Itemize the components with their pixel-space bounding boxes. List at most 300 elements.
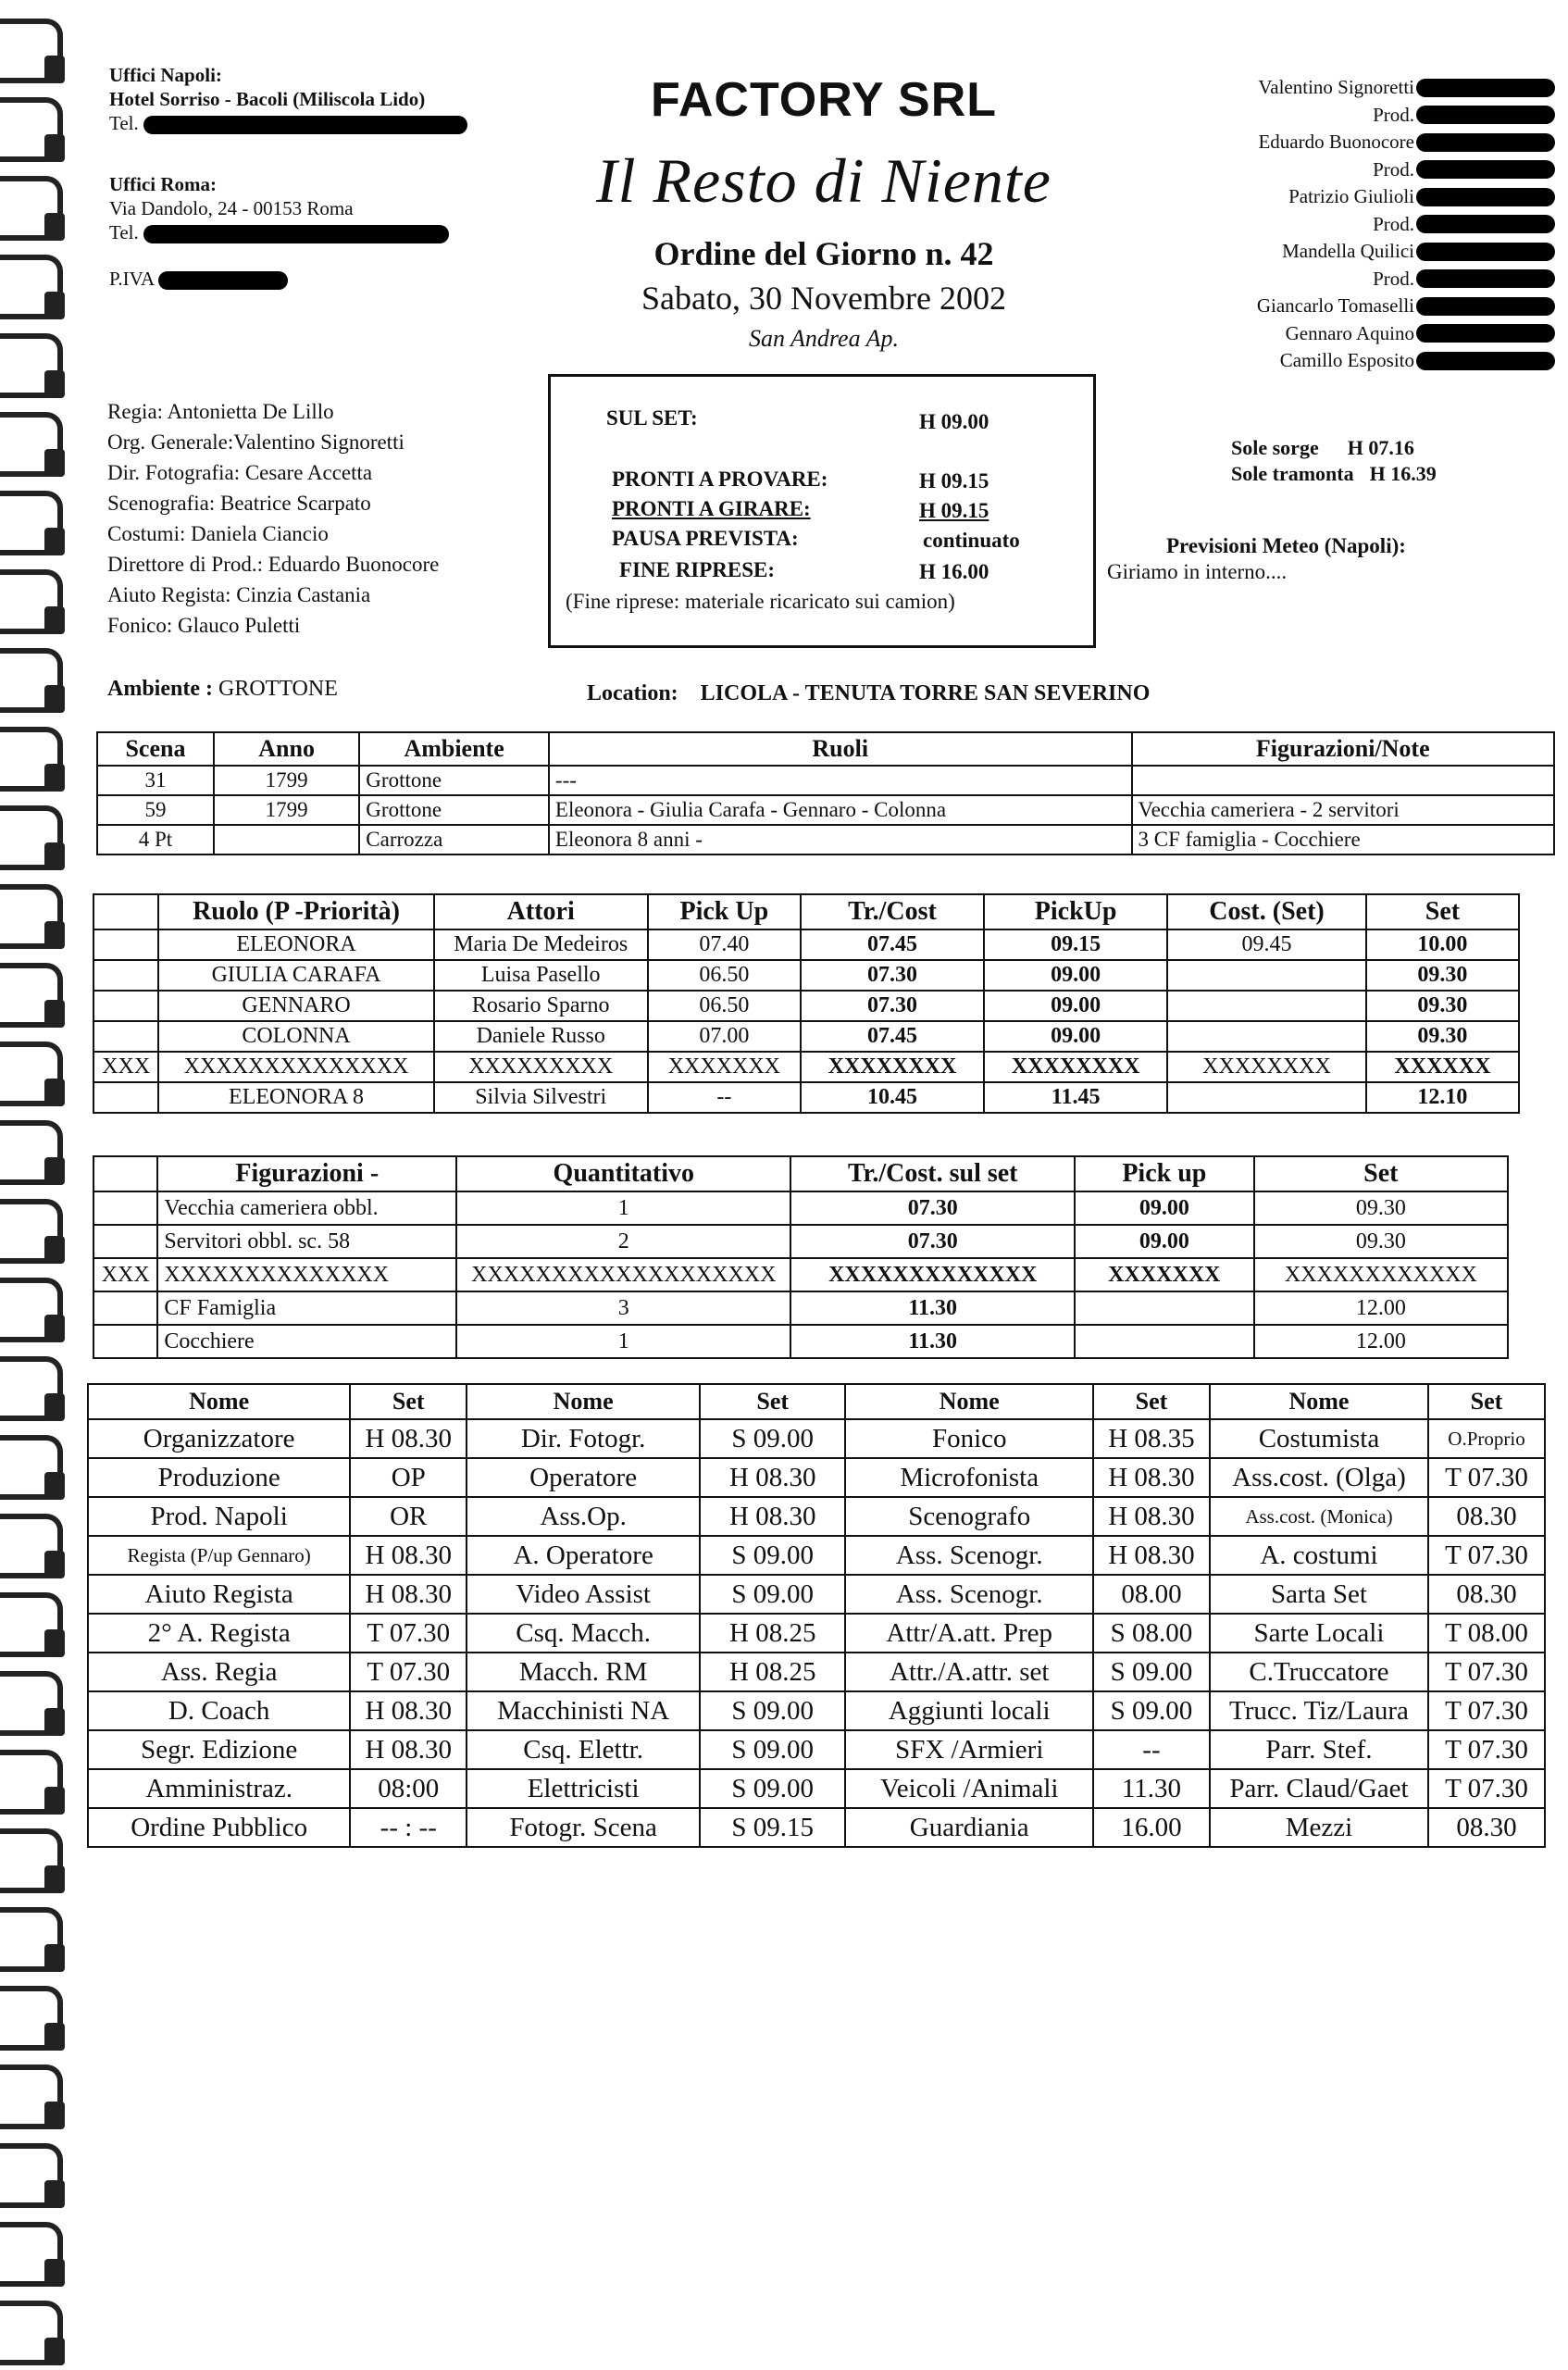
binding-peg: [44, 528, 65, 555]
contact-row: [1148, 347, 1555, 375]
scenes-cell: ---: [549, 766, 1132, 795]
cast-cell: [93, 1082, 158, 1113]
crew-cell: Parr. Claud/Gaet: [1210, 1769, 1428, 1808]
weather-text: Giriamo in interno....: [1107, 560, 1288, 583]
crew-cell: 16.00: [1093, 1808, 1210, 1847]
crew-cell: Amministraz.: [88, 1769, 350, 1808]
sul-set-label: SUL SET:: [606, 406, 698, 430]
cast-header: Ruolo (P -Priorità): [158, 894, 433, 929]
crew-cell: Parr. Stef.: [1210, 1730, 1428, 1769]
crew-cell: Costumista: [1210, 1419, 1428, 1458]
table-row: [88, 1730, 1545, 1769]
call-sheet-date: Sabato, 30 Novembre 2002: [641, 280, 1006, 317]
crew-cell: C.Truccatore: [1210, 1653, 1428, 1691]
crew-header: Nome: [88, 1384, 350, 1419]
table-row: [88, 1497, 1545, 1536]
crew-cell: Fotogr. Scena: [467, 1808, 700, 1847]
cast-cell: GIULIA CARAFA: [158, 960, 433, 991]
crew-cell: SFX /Armieri: [845, 1730, 1093, 1769]
key-crew-item: Scenografia: Beatrice Scarpato: [107, 492, 371, 515]
cast-cell: 09.00: [984, 1021, 1167, 1052]
sunset-label: Sole tramonta: [1231, 462, 1354, 485]
crew-header: Set: [350, 1384, 467, 1419]
cast-cell: 10.00: [1366, 929, 1519, 960]
crew-cell: Ass.cost. (Monica): [1210, 1497, 1428, 1536]
weather-forecast: [1107, 533, 1406, 585]
binding-peg: [44, 1236, 65, 1264]
contact-row: [1148, 74, 1555, 102]
cast-cell: [93, 929, 158, 960]
contact-row: [1148, 156, 1555, 184]
cast-cell: Daniele Russo: [434, 1021, 648, 1052]
crew-cell: Veicoli /Animali: [845, 1769, 1093, 1808]
crew-cell: H 08.30: [1093, 1458, 1210, 1497]
cast-cell: XXXXXX: [1366, 1052, 1519, 1082]
binding-peg: [44, 1551, 65, 1578]
crew-cell: --: [1093, 1730, 1210, 1769]
crew-cell: 08.30: [1428, 1497, 1545, 1536]
cast-cell: Rosario Sparno: [434, 991, 648, 1021]
crew-cell: Ass. Regia: [88, 1653, 350, 1691]
binding-peg: [44, 56, 65, 83]
cast-cell: [93, 1021, 158, 1052]
crew-cell: S 09.15: [700, 1808, 845, 1847]
contact-label: Patrizio Giulioli: [1288, 185, 1414, 207]
table-row: [88, 1653, 1545, 1691]
binding-peg: [44, 1000, 65, 1028]
table-row: [97, 825, 1554, 854]
crew-cell: T 07.30: [1428, 1730, 1545, 1769]
extras-cell: CF Famiglia: [157, 1291, 456, 1325]
crew-cell: H 08.30: [700, 1497, 845, 1536]
crew-cell: 08.30: [1428, 1575, 1545, 1614]
cast-cell: 06.50: [648, 960, 801, 991]
crew-cell: H 08.30: [1093, 1536, 1210, 1575]
extras-cell: [1075, 1291, 1254, 1325]
binding-peg: [44, 1708, 65, 1736]
cast-cell: [1167, 960, 1366, 991]
extras-cell: XXXXXXXXXXXX: [1254, 1258, 1508, 1291]
cast-cell: Luisa Pasello: [434, 960, 648, 991]
extras-cell: 1: [456, 1191, 790, 1225]
table-row: [88, 1419, 1545, 1458]
cast-header: Cost. (Set): [1167, 894, 1366, 929]
key-crew-item: Fonico: Glauco Puletti: [107, 614, 301, 637]
crew-cell: Sarta Set: [1210, 1575, 1428, 1614]
crew-cell: Scenografo: [845, 1497, 1093, 1536]
cast-cell: 07.40: [648, 929, 801, 960]
extras-cell: Vecchia cameriera obbl.: [157, 1191, 456, 1225]
extras-header: Set: [1254, 1156, 1508, 1191]
cast-cell: 11.45: [984, 1082, 1167, 1113]
schedule-note: (Fine riprese: materiale ricaricato sui camion): [566, 590, 955, 613]
key-crew-list: [107, 396, 439, 641]
cast-cell: 07.30: [801, 991, 984, 1021]
extras-cell: 12.00: [1254, 1325, 1508, 1358]
crew-cell: Ass. Scenogr.: [845, 1575, 1093, 1614]
scenes-cell: Grottone: [359, 795, 549, 825]
cast-cell: 09.30: [1366, 960, 1519, 991]
crew-cell: Elettricisti: [467, 1769, 700, 1808]
scenes-cell: [1132, 766, 1554, 795]
crew-cell: Macch. RM: [467, 1653, 700, 1691]
extras-cell: [93, 1225, 157, 1258]
cast-cell: ELEONORA: [158, 929, 433, 960]
crew-header: Set: [700, 1384, 845, 1419]
crew-cell: T 07.30: [1428, 1691, 1545, 1730]
crew-cell: Csq. Elettr.: [467, 1730, 700, 1769]
cast-cell: 06.50: [648, 991, 801, 1021]
crew-cell: S 09.00: [700, 1691, 845, 1730]
crew-cell: Dir. Fotogr.: [467, 1419, 700, 1458]
table-row: [93, 1291, 1508, 1325]
table-row: [88, 1808, 1545, 1847]
contact-row: [1148, 211, 1555, 239]
cast-cell: 07.30: [801, 960, 984, 991]
crew-cell: Ass.Op.: [467, 1497, 700, 1536]
contact-label: Prod.: [1373, 157, 1414, 181]
table-row: [88, 1691, 1545, 1730]
crew-cell: A. Operatore: [467, 1536, 700, 1575]
spiral-binding: [0, 0, 88, 2370]
scenes-cell: [214, 825, 359, 854]
table-row: [88, 1769, 1545, 1808]
redaction-bar: [1416, 269, 1555, 288]
table-row: [93, 1225, 1508, 1258]
scenes-header: Anno: [214, 732, 359, 766]
redaction-bar: [1416, 160, 1555, 179]
binding-peg: [44, 1629, 65, 1657]
crew-cell: Aggiunti locali: [845, 1691, 1093, 1730]
crew-cell: Csq. Macch.: [467, 1614, 700, 1653]
cast-header: Attori: [434, 894, 648, 929]
cast-cell: [93, 991, 158, 1021]
pausa-label: PAUSA PREVISTA:: [612, 527, 799, 550]
extras-cell: 3: [456, 1291, 790, 1325]
scenes-cell: Eleonora 8 anni -: [549, 825, 1132, 854]
crew-cell: H 08.30: [350, 1730, 467, 1769]
napoli-hotel: Hotel Sorriso - Bacoli (Miliscola Lido): [109, 88, 426, 110]
crew-cell: T 07.30: [1428, 1653, 1545, 1691]
crew-cell: Mezzi: [1210, 1808, 1428, 1847]
table-row: [93, 929, 1519, 960]
cast-cell: Silvia Silvestri: [434, 1082, 648, 1113]
extras-table: [93, 1155, 1509, 1359]
scenes-cell: 3 CF famiglia - Cocchiere: [1132, 825, 1554, 854]
crew-cell: 11.30: [1093, 1769, 1210, 1808]
cast-cell: 10.45: [801, 1082, 984, 1113]
scenes-cell: 1799: [214, 795, 359, 825]
crew-cell: Fonico: [845, 1419, 1093, 1458]
cast-cell: XXXXXXXXXXXXXX: [158, 1052, 433, 1082]
scenes-header: Scena: [97, 732, 214, 766]
cast-cell: 07.00: [648, 1021, 801, 1052]
table-row: [93, 1052, 1519, 1082]
sunset-value: H 16.39: [1369, 462, 1437, 485]
table-row: [93, 1082, 1519, 1113]
office-info: [109, 63, 467, 291]
environment-line: [107, 677, 338, 702]
extras-cell: 12.00: [1254, 1291, 1508, 1325]
sunrise-label: Sole sorge: [1231, 436, 1319, 459]
extras-cell: XXXXXXX: [1075, 1258, 1254, 1291]
scenes-cell: Grottone: [359, 766, 549, 795]
contact-label: Prod.: [1373, 267, 1414, 290]
extras-header: Figurazioni -: [157, 1156, 456, 1191]
extras-header: Pick up: [1075, 1156, 1254, 1191]
redaction-bar: [1416, 243, 1555, 261]
table-row: [93, 960, 1519, 991]
binding-peg: [44, 2102, 65, 2129]
crew-cell: S 09.00: [1093, 1653, 1210, 1691]
roma-address: Via Dandolo, 24 - 00153 Roma: [109, 197, 354, 219]
piva: P.IVA: [109, 268, 155, 290]
table-row: [93, 991, 1519, 1021]
cast-cell: 09.00: [984, 960, 1167, 991]
film-title: Il Resto di Niente: [595, 145, 1052, 216]
binding-peg: [44, 134, 65, 162]
extras-cell: Cocchiere: [157, 1325, 456, 1358]
redaction-bar: [1416, 79, 1555, 97]
crew-cell: H 08.25: [700, 1653, 845, 1691]
provare-label: PRONTI A PROVARE:: [612, 468, 828, 491]
redaction-bar: [143, 225, 449, 243]
cast-cell: [1167, 1082, 1366, 1113]
call-sheet-number: Ordine del Giorno n. 42: [653, 235, 994, 272]
contact-label: Eduardo Buonocore: [1258, 131, 1414, 153]
extras-cell: [93, 1291, 157, 1325]
document-header: [546, 72, 1101, 353]
location-label: Location:: [587, 681, 678, 705]
binding-peg: [44, 1393, 65, 1421]
cast-cell: 09.45: [1167, 929, 1366, 960]
cast-header: [93, 894, 158, 929]
cast-header: Tr./Cost: [801, 894, 984, 929]
cast-table: [93, 893, 1520, 1114]
cast-header: Set: [1366, 894, 1519, 929]
sun-times: [1231, 435, 1437, 487]
redaction-bar: [1416, 297, 1555, 316]
scenes-cell: Eleonora - Giulia Carafa - Gennaro - Colonna: [549, 795, 1132, 825]
binding-peg: [44, 2259, 65, 2287]
key-crew-item: Direttore di Prod.: Eduardo Buonocore: [107, 553, 440, 576]
location-line: [587, 681, 1150, 706]
crew-cell: Video Assist: [467, 1575, 700, 1614]
crew-cell: H 08.35: [1093, 1419, 1210, 1458]
binding-peg: [44, 1944, 65, 1972]
binding-peg: [44, 1787, 65, 1815]
key-crew-item: Regia: Antonietta De Lillo: [107, 400, 334, 423]
crew-cell: T 07.30: [350, 1653, 467, 1691]
table-row: [93, 1021, 1519, 1052]
cast-header: Pick Up: [648, 894, 801, 929]
contact-label: Gennaro Aquino: [1285, 321, 1414, 344]
contact-row: [1148, 293, 1555, 320]
crew-cell: 08.30: [1428, 1808, 1545, 1847]
table-row: [97, 766, 1554, 795]
environment-value: GROTTONE: [218, 677, 338, 701]
extras-cell: XXX: [93, 1258, 157, 1291]
extras-cell: [93, 1191, 157, 1225]
crew-cell: Regista (P/up Gennaro): [88, 1536, 350, 1575]
redaction-bar: [1416, 215, 1555, 233]
extras-header: Tr./Cost. sul set: [790, 1156, 1075, 1191]
table-row: [88, 1614, 1545, 1653]
contact-row: [1148, 129, 1555, 156]
scenes-header: Ruoli: [549, 732, 1132, 766]
contact-row: [1148, 183, 1555, 211]
crew-cell: Ass.cost. (Olga): [1210, 1458, 1428, 1497]
roma-title: Uffici Roma:: [109, 173, 218, 195]
crew-header: Nome: [845, 1384, 1093, 1419]
binding-peg: [44, 1157, 65, 1185]
extras-cell: 09.30: [1254, 1225, 1508, 1258]
binding-peg: [44, 1472, 65, 1500]
crew-cell: Microfonista: [845, 1458, 1093, 1497]
extras-cell: 07.30: [790, 1225, 1075, 1258]
crew-cell: S 08.00: [1093, 1614, 1210, 1653]
cast-cell: Maria De Medeiros: [434, 929, 648, 960]
binding-peg: [44, 2180, 65, 2208]
crew-cell: 2° A. Regista: [88, 1614, 350, 1653]
crew-cell: H 08.30: [350, 1575, 467, 1614]
scenes-cell: 4 Pt: [97, 825, 214, 854]
table-row: [88, 1536, 1545, 1575]
scenes-cell: Carrozza: [359, 825, 549, 854]
cast-cell: 09.30: [1366, 991, 1519, 1021]
contact-label: Valentino Signoretti: [1258, 76, 1414, 98]
company-name: FACTORY SRL: [650, 73, 998, 127]
crew-cell: Operatore: [467, 1458, 700, 1497]
contact-row: [1148, 102, 1555, 130]
crew-cell: S 09.00: [700, 1536, 845, 1575]
cast-cell: XXXXXXXXX: [434, 1052, 648, 1082]
crew-cell: Produzione: [88, 1458, 350, 1497]
scenes-table: [96, 731, 1555, 855]
binding-peg: [44, 1079, 65, 1106]
crew-cell: OR: [350, 1497, 467, 1536]
schedule-box: [548, 374, 1096, 648]
binding-peg: [44, 213, 65, 241]
redaction-bar: [1416, 106, 1555, 124]
crew-cell: Guardiania: [845, 1808, 1093, 1847]
crew-header: Set: [1428, 1384, 1545, 1419]
cast-cell: 09.15: [984, 929, 1167, 960]
binding-peg: [44, 685, 65, 713]
scenes-cell: 59: [97, 795, 214, 825]
crew-cell: Ordine Pubblico: [88, 1808, 350, 1847]
crew-cell: T 07.30: [350, 1614, 467, 1653]
crew-cell: S 09.00: [1093, 1691, 1210, 1730]
extras-cell: 11.30: [790, 1325, 1075, 1358]
cast-cell: [93, 960, 158, 991]
crew-cell: H 08.30: [350, 1419, 467, 1458]
redaction-bar: [1416, 352, 1555, 370]
extras-header: Quantitativo: [456, 1156, 790, 1191]
cast-cell: [1167, 991, 1366, 1021]
extras-cell: [93, 1325, 157, 1358]
cast-cell: XXXXXXX: [648, 1052, 801, 1082]
extras-cell: 09.00: [1075, 1225, 1254, 1258]
crew-cell: S 09.00: [700, 1769, 845, 1808]
crew-cell: H 08.25: [700, 1614, 845, 1653]
cast-cell: 09.30: [1366, 1021, 1519, 1052]
binding-peg: [44, 764, 65, 792]
crew-cell: H 08.30: [350, 1536, 467, 1575]
napoli-tel: Tel.: [109, 112, 139, 134]
fine-label: FINE RIPRESE:: [619, 558, 776, 581]
binding-peg: [44, 449, 65, 477]
cast-cell: XXXXXXXX: [801, 1052, 984, 1082]
crew-cell: S 09.00: [700, 1575, 845, 1614]
cast-cell: --: [648, 1082, 801, 1113]
extras-cell: 09.00: [1075, 1191, 1254, 1225]
binding-peg: [44, 1865, 65, 1893]
girare-value: H 09.15: [919, 499, 989, 522]
crew-cell: H 08.30: [350, 1691, 467, 1730]
cast-cell: XXX: [93, 1052, 158, 1082]
crew-cell: Ass. Scenogr.: [845, 1536, 1093, 1575]
crew-cell: T 07.30: [1428, 1769, 1545, 1808]
table-row: [88, 1575, 1545, 1614]
crew-calls-table: [87, 1383, 1546, 1848]
cast-cell: [1167, 1021, 1366, 1052]
cast-cell: COLONNA: [158, 1021, 433, 1052]
roma-tel: Tel.: [109, 221, 139, 243]
key-crew-item: Aiuto Regista: Cinzia Castania: [107, 583, 371, 606]
crew-cell: 08:00: [350, 1769, 467, 1808]
crew-cell: Aiuto Regista: [88, 1575, 350, 1614]
napoli-title: Uffici Napoli:: [109, 64, 222, 86]
binding-peg: [44, 842, 65, 870]
extras-cell: 11.30: [790, 1291, 1075, 1325]
cast-cell: 07.45: [801, 1021, 984, 1052]
redaction-bar: [158, 271, 288, 290]
binding-peg: [44, 606, 65, 634]
fine-value: H 16.00: [919, 560, 989, 583]
saint-of-day: San Andrea Ap.: [748, 325, 900, 352]
cast-cell: 07.45: [801, 929, 984, 960]
key-crew-item: Org. Generale:Valentino Signoretti: [107, 430, 404, 454]
cast-cell: GENNARO: [158, 991, 433, 1021]
cast-cell: 12.10: [1366, 1082, 1519, 1113]
extras-cell: XXXXXXXXXXXXX: [790, 1258, 1075, 1291]
crew-cell: 08.00: [1093, 1575, 1210, 1614]
contact-label: Prod.: [1373, 103, 1414, 126]
crew-header: Set: [1093, 1384, 1210, 1419]
crew-cell: H 08.30: [700, 1458, 845, 1497]
key-crew-item: Dir. Fotografia: Cesare Accetta: [107, 461, 373, 484]
contact-label: Giancarlo Tomaselli: [1256, 294, 1414, 317]
scenes-header: Ambiente: [359, 732, 549, 766]
crew-cell: Sarte Locali: [1210, 1614, 1428, 1653]
crew-cell: Attr./A.attr. set: [845, 1653, 1093, 1691]
crew-header: Nome: [467, 1384, 700, 1419]
extras-cell: 07.30: [790, 1191, 1075, 1225]
redaction-bar: [143, 116, 467, 134]
cast-cell: ELEONORA 8: [158, 1082, 433, 1113]
crew-cell: S 09.00: [700, 1730, 845, 1769]
scenes-cell: 1799: [214, 766, 359, 795]
provare-value: H 09.15: [919, 469, 989, 493]
extras-cell: 1: [456, 1325, 790, 1358]
scenes-header: Figurazioni/Note: [1132, 732, 1554, 766]
girare-label: PRONTI A GIRARE:: [612, 497, 811, 520]
table-row: [93, 1325, 1508, 1358]
crew-cell: Trucc. Tiz/Laura: [1210, 1691, 1428, 1730]
crew-cell: O.Proprio: [1428, 1419, 1545, 1458]
scenes-cell: Vecchia cameriera - 2 servitori: [1132, 795, 1554, 825]
